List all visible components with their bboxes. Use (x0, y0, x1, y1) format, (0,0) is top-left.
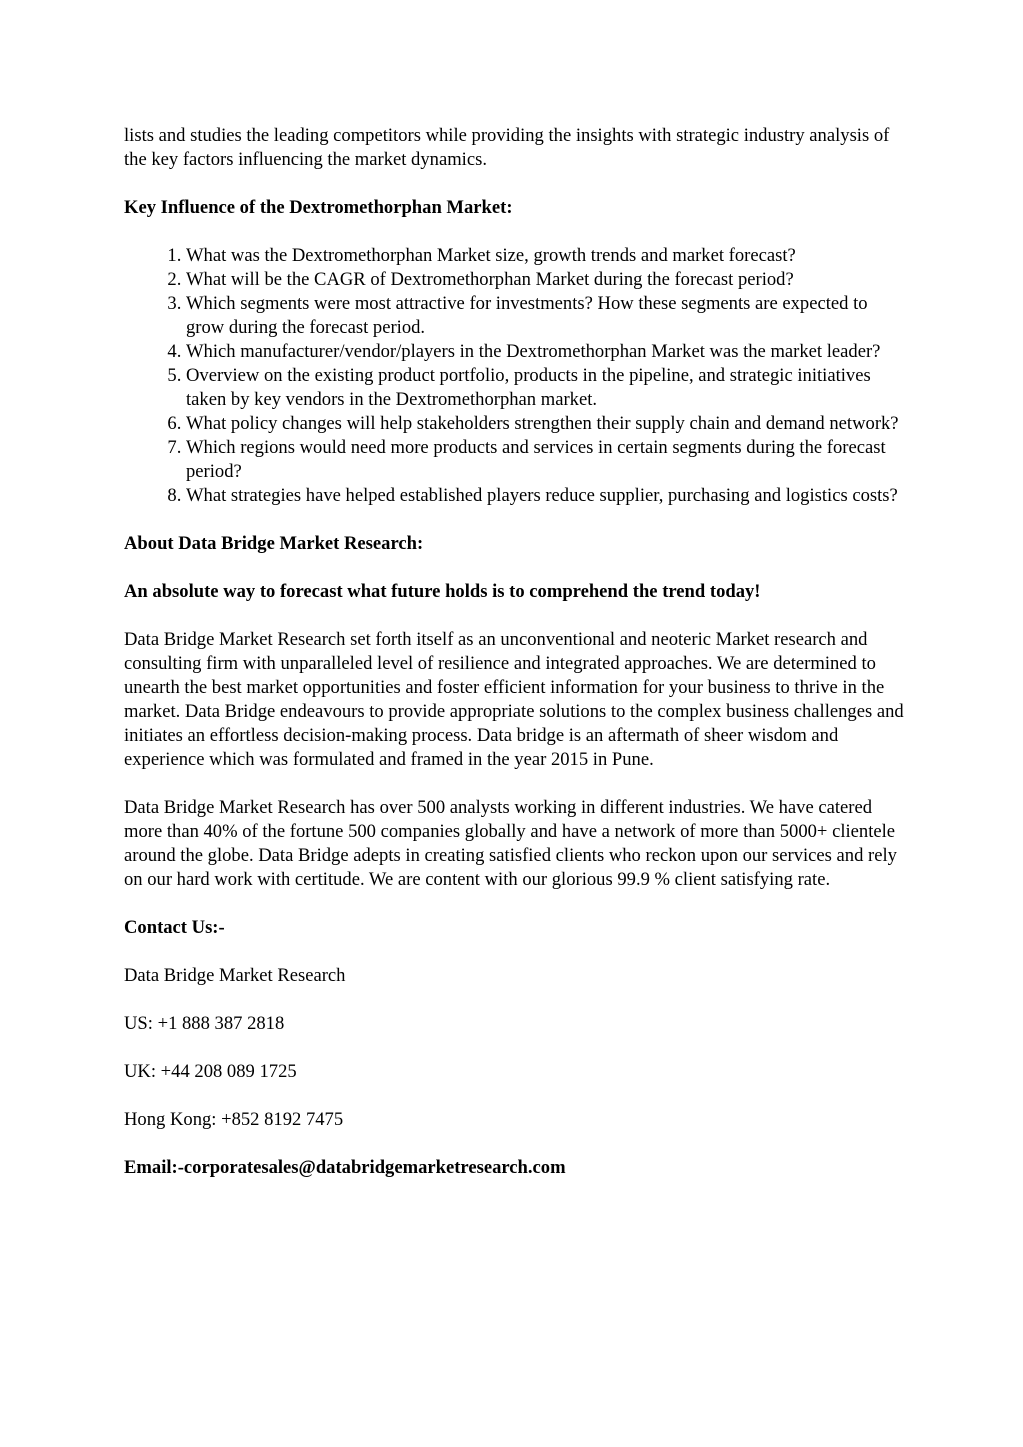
contact-us-phone: US: +1 888 387 2818 (124, 1013, 285, 1034)
contact-email: Email:-corporatesales@databridgemarketresearch.com (124, 1157, 566, 1178)
about-paragraph-1: Data Bridge Market Research set forth itself as an unconventional and neoteric Market research and consulting firm with unparalleled level of resilience and integrated approaches. We are determined to unearth the best market opportunities and foster efficient information for your business to thrive in the market. Data Bridge endeavours to provide appropriate solutions to the complex business challenges and initiates an effortless decision-making process. Data bridge is an aftermath of sheer wisdom and experience which was formulated and framed in the year 2015 in Pune. (124, 629, 904, 770)
list-item: 5. Overview on the existing product portfolio, products in the pipeline, and strategic initiatives taken by key vendors in the Dextromethorphan market. (186, 364, 904, 412)
intro-paragraph: lists and studies the leading competitors while providing the insights with strategic industry analysis of the key factors influencing the market dynamics. (124, 125, 890, 170)
list-item: 3. Which segments were most attractive for investments? How these segments are expected to grow during the forecast period. (186, 292, 904, 340)
list-item: 8. What strategies have helped established players reduce supplier, purchasing and logistics costs? (186, 484, 904, 508)
key-influence-list (124, 244, 904, 508)
contact-hk-phone: Hong Kong: +852 8192 7475 (124, 1109, 344, 1130)
about-tagline: An absolute way to forecast what future holds is to comprehend the trend today! (124, 581, 761, 602)
about-paragraph-2: Data Bridge Market Research has over 500 analysts working in different industries. We have catered more than 40% of the fortune 500 companies globally and have a network of more than 5000+ clientele around the globe. Data Bridge adepts in creating satisfied clients who reckon upon our services and rely on our hard work with certitude. We are content with our glorious 99.9 % client satisfying rate. (124, 797, 897, 890)
list-item: 7. Which regions would need more products and services in certain segments during the forecast period? (186, 436, 904, 484)
contact-uk-phone: UK: +44 208 089 1725 (124, 1061, 297, 1082)
document-page (124, 124, 904, 1204)
about-heading: About Data Bridge Market Research: (124, 533, 424, 554)
list-item: 1. What was the Dextromethorphan Market size, growth trends and market forecast? (186, 244, 904, 268)
contact-company: Data Bridge Market Research (124, 965, 346, 986)
contact-heading: Contact Us:- (124, 917, 225, 938)
key-influence-heading: Key Influence of the Dextromethorphan Market: (124, 197, 513, 218)
list-item: 2. What will be the CAGR of Dextromethorphan Market during the forecast period? (186, 268, 904, 292)
list-item: 6. What policy changes will help stakeholders strengthen their supply chain and demand network? (186, 412, 904, 436)
list-item: 4. Which manufacturer/vendor/players in the Dextromethorphan Market was the market leader? (186, 340, 904, 364)
